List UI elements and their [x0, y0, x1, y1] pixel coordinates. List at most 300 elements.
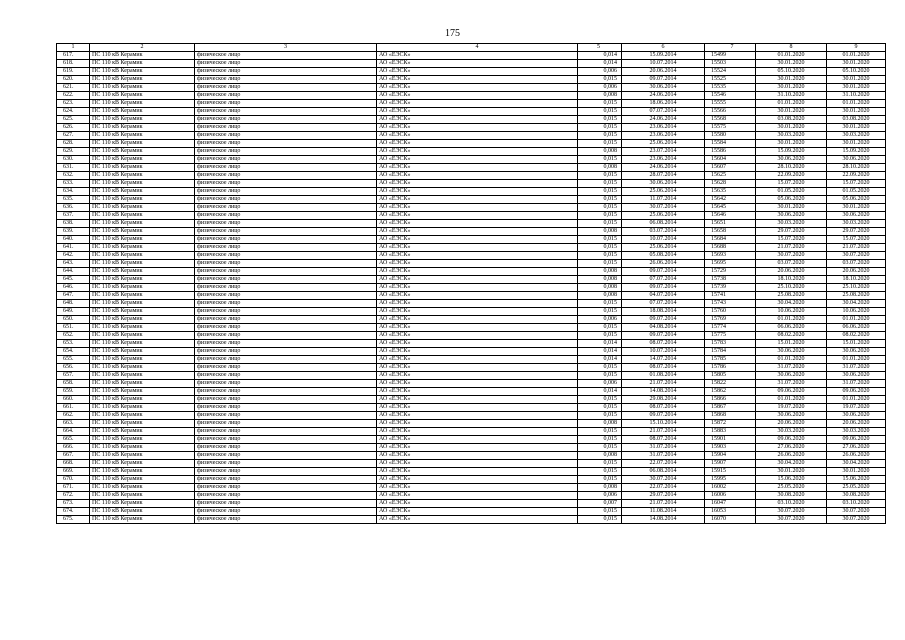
cell-grid-company: АО «ЕЭСК» — [377, 300, 578, 308]
cell-substation: ПС 110 кВ Керамик — [90, 68, 195, 76]
cell-capacity: 0,015 — [578, 324, 622, 332]
cell-applicant-type: физическое лицо — [195, 284, 377, 292]
cell-substation: ПС 110 кВ Керамик — [90, 348, 195, 356]
cell-contract-date: 30.07.2014 — [622, 476, 705, 484]
cell-capacity: 0,015 — [578, 460, 622, 468]
cell-contract-date: 07.07.2014 — [622, 276, 705, 284]
cell-capacity: 0,015 — [578, 132, 622, 140]
cell-contract-date: 29.08.2014 — [622, 396, 705, 404]
cell-row-number: 638. — [57, 220, 90, 228]
cell-contract-number: 15524 — [705, 68, 756, 76]
cell-contract-date: 14.07.2014 — [622, 356, 705, 364]
cell-grid-company: АО «ЕЭСК» — [377, 332, 578, 340]
cell-row-number: 672. — [57, 492, 90, 500]
cell-contract-number: 15783 — [705, 340, 756, 348]
cell-planned-date: 30.06.2020 — [756, 412, 827, 420]
cell-actual-date: 03.08.2020 — [827, 116, 886, 124]
cell-row-number: 642. — [57, 252, 90, 260]
cell-grid-company: АО «ЕЭСК» — [377, 268, 578, 276]
cell-substation: ПС 110 кВ Керамик — [90, 332, 195, 340]
cell-contract-date: 30.06.2014 — [622, 180, 705, 188]
cell-actual-date: 03.07.2020 — [827, 260, 886, 268]
column-number-row — [57, 44, 886, 52]
cell-actual-date: 26.06.2020 — [827, 452, 886, 460]
cell-substation: ПС 110 кВ Керамик — [90, 420, 195, 428]
cell-actual-date: 30.04.2020 — [827, 300, 886, 308]
cell-applicant-type: физическое лицо — [195, 308, 377, 316]
cell-applicant-type: физическое лицо — [195, 468, 377, 476]
cell-planned-date: 25.05.2020 — [756, 484, 827, 492]
cell-contract-number: 15575 — [705, 124, 756, 132]
cell-contract-date: 31.07.2014 — [622, 444, 705, 452]
cell-contract-number: 15903 — [705, 444, 756, 452]
cell-actual-date: 30.06.2020 — [827, 412, 886, 420]
cell-substation: ПС 110 кВ Керамик — [90, 404, 195, 412]
cell-contract-number: 15584 — [705, 140, 756, 148]
cell-contract-date: 07.07.2014 — [622, 108, 705, 116]
cell-applicant-type: физическое лицо — [195, 300, 377, 308]
cell-actual-date: 01.01.2020 — [827, 316, 886, 324]
cell-actual-date: 31.10.2020 — [827, 92, 886, 100]
cell-capacity: 0,006 — [578, 380, 622, 388]
table-row — [57, 60, 886, 68]
cell-grid-company: АО «ЕЭСК» — [377, 404, 578, 412]
cell-contract-number: 16006 — [705, 492, 756, 500]
cell-substation: ПС 110 кВ Керамик — [90, 476, 195, 484]
cell-applicant-type: физическое лицо — [195, 124, 377, 132]
cell-contract-number: 15769 — [705, 316, 756, 324]
cell-grid-company: АО «ЕЭСК» — [377, 116, 578, 124]
cell-row-number: 675. — [57, 516, 90, 524]
cell-planned-date: 15.01.2020 — [756, 340, 827, 348]
cell-substation: ПС 110 кВ Керамик — [90, 252, 195, 260]
cell-row-number: 627. — [57, 132, 90, 140]
cell-applicant-type: физическое лицо — [195, 276, 377, 284]
cell-actual-date: 01.05.2020 — [827, 188, 886, 196]
cell-substation: ПС 110 кВ Керамик — [90, 364, 195, 372]
cell-substation: ПС 110 кВ Керамик — [90, 324, 195, 332]
cell-substation: ПС 110 кВ Керамик — [90, 436, 195, 444]
table-row — [57, 220, 886, 228]
cell-capacity: 0,008 — [578, 228, 622, 236]
cell-capacity: 0,015 — [578, 236, 622, 244]
cell-planned-date: 15.09.2020 — [756, 148, 827, 156]
cell-grid-company: АО «ЕЭСК» — [377, 188, 578, 196]
cell-capacity: 0,015 — [578, 260, 622, 268]
column-header-5: 5 — [578, 44, 622, 52]
cell-contract-date: 09.07.2014 — [622, 268, 705, 276]
cell-substation: ПС 110 кВ Керамик — [90, 428, 195, 436]
cell-applicant-type: физическое лицо — [195, 156, 377, 164]
cell-applicant-type: физическое лицо — [195, 452, 377, 460]
cell-grid-company: АО «ЕЭСК» — [377, 132, 578, 140]
cell-contract-date: 08.07.2014 — [622, 436, 705, 444]
cell-contract-number: 15868 — [705, 412, 756, 420]
cell-planned-date: 15.07.2020 — [756, 180, 827, 188]
cell-actual-date: 31.07.2020 — [827, 364, 886, 372]
cell-contract-number: 15904 — [705, 452, 756, 460]
cell-grid-company: АО «ЕЭСК» — [377, 84, 578, 92]
cell-row-number: 631. — [57, 164, 90, 172]
cell-grid-company: АО «ЕЭСК» — [377, 388, 578, 396]
cell-contract-date: 22.07.2014 — [622, 460, 705, 468]
table-body — [57, 52, 886, 524]
cell-substation: ПС 110 кВ Керамик — [90, 196, 195, 204]
cell-planned-date: 30.03.2020 — [756, 220, 827, 228]
cell-substation: ПС 110 кВ Керамик — [90, 60, 195, 68]
cell-planned-date: 30.07.2020 — [756, 252, 827, 260]
cell-row-number: 620. — [57, 76, 90, 84]
cell-planned-date: 25.08.2020 — [756, 292, 827, 300]
cell-capacity: 0,014 — [578, 356, 622, 364]
cell-row-number: 625. — [57, 116, 90, 124]
cell-grid-company: АО «ЕЭСК» — [377, 124, 578, 132]
table-row — [57, 228, 886, 236]
cell-grid-company: АО «ЕЭСК» — [377, 108, 578, 116]
cell-substation: ПС 110 кВ Керамик — [90, 156, 195, 164]
cell-substation: ПС 110 кВ Керамик — [90, 188, 195, 196]
cell-row-number: 674. — [57, 508, 90, 516]
cell-contract-date: 11.07.2014 — [622, 196, 705, 204]
cell-applicant-type: физическое лицо — [195, 76, 377, 84]
table-row — [57, 396, 886, 404]
cell-capacity: 0,015 — [578, 372, 622, 380]
cell-contract-number: 15738 — [705, 276, 756, 284]
cell-contract-date: 24.06.2014 — [622, 116, 705, 124]
cell-row-number: 653. — [57, 340, 90, 348]
cell-capacity: 0,006 — [578, 316, 622, 324]
cell-substation: ПС 110 кВ Керамик — [90, 228, 195, 236]
cell-grid-company: АО «ЕЭСК» — [377, 468, 578, 476]
cell-capacity: 0,014 — [578, 60, 622, 68]
cell-planned-date: 15.07.2020 — [756, 236, 827, 244]
cell-row-number: 635. — [57, 196, 90, 204]
cell-actual-date: 30.06.2020 — [827, 348, 886, 356]
cell-substation: ПС 110 кВ Керамик — [90, 484, 195, 492]
cell-planned-date: 31.07.2020 — [756, 364, 827, 372]
cell-grid-company: АО «ЕЭСК» — [377, 428, 578, 436]
cell-row-number: 651. — [57, 324, 90, 332]
cell-actual-date: 03.10.2020 — [827, 500, 886, 508]
table-row — [57, 412, 886, 420]
table-row — [57, 292, 886, 300]
cell-contract-number: 15625 — [705, 172, 756, 180]
cell-capacity: 0,008 — [578, 420, 622, 428]
cell-planned-date: 15.06.2020 — [756, 476, 827, 484]
cell-contract-number: 15525 — [705, 76, 756, 84]
cell-contract-number: 15883 — [705, 428, 756, 436]
cell-planned-date: 30.01.2020 — [756, 84, 827, 92]
cell-capacity: 0,015 — [578, 180, 622, 188]
cell-actual-date: 01.01.2020 — [827, 356, 886, 364]
cell-row-number: 648. — [57, 300, 90, 308]
cell-capacity: 0,014 — [578, 348, 622, 356]
cell-actual-date: 25.08.2020 — [827, 292, 886, 300]
cell-applicant-type: физическое лицо — [195, 84, 377, 92]
cell-planned-date: 20.06.2020 — [756, 420, 827, 428]
cell-applicant-type: физическое лицо — [195, 372, 377, 380]
cell-planned-date: 09.06.2020 — [756, 436, 827, 444]
cell-row-number: 670. — [57, 476, 90, 484]
cell-substation: ПС 110 кВ Керамик — [90, 308, 195, 316]
column-header-9: 9 — [827, 44, 886, 52]
column-header-7: 7 — [705, 44, 756, 52]
cell-contract-number: 15535 — [705, 84, 756, 92]
cell-capacity: 0,015 — [578, 516, 622, 524]
cell-actual-date: 30.01.2020 — [827, 60, 886, 68]
cell-contract-date: 24.06.2014 — [622, 92, 705, 100]
cell-planned-date: 30.01.2020 — [756, 140, 827, 148]
cell-grid-company: АО «ЕЭСК» — [377, 172, 578, 180]
table-row — [57, 356, 886, 364]
cell-applicant-type: физическое лицо — [195, 212, 377, 220]
cell-row-number: 655. — [57, 356, 90, 364]
cell-planned-date: 01.01.2020 — [756, 396, 827, 404]
cell-contract-date: 25.06.2014 — [622, 212, 705, 220]
table-row — [57, 164, 886, 172]
cell-contract-number: 15739 — [705, 284, 756, 292]
cell-applicant-type: физическое лицо — [195, 364, 377, 372]
cell-substation: ПС 110 кВ Керамик — [90, 52, 195, 60]
cell-planned-date: 30.08.2020 — [756, 492, 827, 500]
cell-contract-date: 04.07.2014 — [622, 292, 705, 300]
cell-substation: ПС 110 кВ Керамик — [90, 108, 195, 116]
cell-planned-date: 30.07.2020 — [756, 516, 827, 524]
cell-actual-date: 20.06.2020 — [827, 268, 886, 276]
cell-planned-date: 01.01.2020 — [756, 356, 827, 364]
cell-contract-number: 15604 — [705, 156, 756, 164]
cell-contract-number: 15688 — [705, 244, 756, 252]
cell-actual-date: 10.06.2020 — [827, 308, 886, 316]
cell-capacity: 0,015 — [578, 100, 622, 108]
cell-row-number: 621. — [57, 84, 90, 92]
cell-grid-company: АО «ЕЭСК» — [377, 348, 578, 356]
cell-substation: ПС 110 кВ Керамик — [90, 340, 195, 348]
cell-planned-date: 03.10.2020 — [756, 500, 827, 508]
cell-applicant-type: физическое лицо — [195, 268, 377, 276]
cell-applicant-type: физическое лицо — [195, 140, 377, 148]
cell-substation: ПС 110 кВ Керамик — [90, 316, 195, 324]
cell-grid-company: АО «ЕЭСК» — [377, 492, 578, 500]
cell-row-number: 623. — [57, 100, 90, 108]
cell-capacity: 0,015 — [578, 244, 622, 252]
cell-contract-number: 15642 — [705, 196, 756, 204]
cell-row-number: 666. — [57, 444, 90, 452]
cell-applicant-type: физическое лицо — [195, 132, 377, 140]
table-row — [57, 300, 886, 308]
cell-applicant-type: физическое лицо — [195, 436, 377, 444]
cell-grid-company: АО «ЕЭСК» — [377, 252, 578, 260]
cell-applicant-type: физическое лицо — [195, 100, 377, 108]
cell-contract-date: 09.07.2014 — [622, 76, 705, 84]
cell-row-number: 622. — [57, 92, 90, 100]
table-row — [57, 196, 886, 204]
cell-planned-date: 30.03.2020 — [756, 132, 827, 140]
cell-grid-company: АО «ЕЭСК» — [377, 444, 578, 452]
cell-row-number: 619. — [57, 68, 90, 76]
cell-applicant-type: физическое лицо — [195, 348, 377, 356]
cell-planned-date: 05.10.2020 — [756, 68, 827, 76]
cell-capacity: 0,015 — [578, 140, 622, 148]
cell-contract-number: 15867 — [705, 404, 756, 412]
cell-applicant-type: физическое лицо — [195, 484, 377, 492]
cell-planned-date: 30.06.2020 — [756, 156, 827, 164]
cell-actual-date: 30.06.2020 — [827, 156, 886, 164]
cell-row-number: 660. — [57, 396, 90, 404]
cell-contract-number: 15635 — [705, 188, 756, 196]
cell-row-number: 629. — [57, 148, 90, 156]
cell-contract-date: 09.07.2014 — [622, 316, 705, 324]
cell-contract-date: 23.06.2014 — [622, 132, 705, 140]
cell-planned-date: 30.07.2020 — [756, 508, 827, 516]
cell-row-number: 669. — [57, 468, 90, 476]
cell-contract-date: 08.07.2014 — [622, 340, 705, 348]
cell-capacity: 0,008 — [578, 292, 622, 300]
cell-grid-company: АО «ЕЭСК» — [377, 100, 578, 108]
cell-applicant-type: физическое лицо — [195, 180, 377, 188]
cell-applicant-type: физическое лицо — [195, 196, 377, 204]
cell-planned-date: 01.01.2020 — [756, 100, 827, 108]
cell-actual-date: 30.06.2020 — [827, 212, 886, 220]
cell-contract-date: 09.07.2014 — [622, 332, 705, 340]
cell-actual-date: 01.01.2020 — [827, 100, 886, 108]
cell-grid-company: АО «ЕЭСК» — [377, 500, 578, 508]
column-header-8: 8 — [756, 44, 827, 52]
table-row — [57, 68, 886, 76]
table-row — [57, 236, 886, 244]
cell-contract-number: 15774 — [705, 324, 756, 332]
table-row — [57, 508, 886, 516]
cell-applicant-type: физическое лицо — [195, 404, 377, 412]
cell-applicant-type: физическое лицо — [195, 164, 377, 172]
cell-planned-date: 06.06.2020 — [756, 324, 827, 332]
cell-substation: ПС 110 кВ Керамик — [90, 284, 195, 292]
cell-grid-company: АО «ЕЭСК» — [377, 284, 578, 292]
cell-row-number: 641. — [57, 244, 90, 252]
cell-actual-date: 30.07.2020 — [827, 516, 886, 524]
cell-contract-number: 16053 — [705, 508, 756, 516]
cell-row-number: 662. — [57, 412, 90, 420]
cell-applicant-type: физическое лицо — [195, 52, 377, 60]
cell-substation: ПС 110 кВ Керамик — [90, 212, 195, 220]
cell-capacity: 0,015 — [578, 508, 622, 516]
cell-row-number: 632. — [57, 172, 90, 180]
cell-row-number: 630. — [57, 156, 90, 164]
table-row — [57, 92, 886, 100]
cell-actual-date: 30.01.2020 — [827, 204, 886, 212]
cell-capacity: 0,008 — [578, 452, 622, 460]
cell-planned-date: 08.02.2020 — [756, 332, 827, 340]
cell-row-number: 645. — [57, 276, 90, 284]
table-row — [57, 404, 886, 412]
cell-substation: ПС 110 кВ Керамик — [90, 412, 195, 420]
cell-capacity: 0,015 — [578, 428, 622, 436]
cell-grid-company: АО «ЕЭСК» — [377, 212, 578, 220]
cell-contract-number: 15741 — [705, 292, 756, 300]
cell-grid-company: АО «ЕЭСК» — [377, 180, 578, 188]
cell-actual-date: 09.06.2020 — [827, 436, 886, 444]
cell-grid-company: АО «ЕЭСК» — [377, 412, 578, 420]
cell-contract-date: 24.06.2014 — [622, 164, 705, 172]
cell-actual-date: 30.03.2020 — [827, 132, 886, 140]
table-row — [57, 380, 886, 388]
cell-contract-date: 08.07.2014 — [622, 364, 705, 372]
cell-row-number: 637. — [57, 212, 90, 220]
table-row — [57, 124, 886, 132]
cell-applicant-type: физическое лицо — [195, 68, 377, 76]
cell-substation: ПС 110 кВ Керамик — [90, 396, 195, 404]
cell-contract-date: 05.08.2014 — [622, 252, 705, 260]
cell-applicant-type: физическое лицо — [195, 60, 377, 68]
cell-row-number: 656. — [57, 364, 90, 372]
cell-capacity: 0,015 — [578, 404, 622, 412]
cell-capacity: 0,015 — [578, 172, 622, 180]
cell-contract-number: 15805 — [705, 372, 756, 380]
table-row — [57, 276, 886, 284]
cell-actual-date: 30.01.2020 — [827, 124, 886, 132]
cell-contract-date: 09.07.2014 — [622, 412, 705, 420]
table-row — [57, 308, 886, 316]
cell-substation: ПС 110 кВ Керамик — [90, 244, 195, 252]
cell-actual-date: 20.06.2020 — [827, 420, 886, 428]
cell-grid-company: АО «ЕЭСК» — [377, 292, 578, 300]
cell-contract-date: 18.06.2014 — [622, 100, 705, 108]
cell-applicant-type: физическое лицо — [195, 116, 377, 124]
column-header-1: 1 — [57, 44, 90, 52]
cell-capacity: 0,015 — [578, 76, 622, 84]
cell-contract-date: 14.08.2014 — [622, 516, 705, 524]
cell-row-number: 654. — [57, 348, 90, 356]
cell-capacity: 0,008 — [578, 148, 622, 156]
cell-applicant-type: физическое лицо — [195, 188, 377, 196]
cell-row-number: 628. — [57, 140, 90, 148]
table-row — [57, 180, 886, 188]
cell-actual-date: 21.07.2020 — [827, 244, 886, 252]
cell-substation: ПС 110 кВ Керамик — [90, 372, 195, 380]
cell-capacity: 0,015 — [578, 412, 622, 420]
cell-grid-company: АО «ЕЭСК» — [377, 148, 578, 156]
table-row — [57, 484, 886, 492]
cell-capacity: 0,008 — [578, 284, 622, 292]
cell-row-number: 633. — [57, 180, 90, 188]
cell-contract-number: 15907 — [705, 460, 756, 468]
cell-capacity: 0,015 — [578, 124, 622, 132]
cell-contract-date: 11.08.2014 — [622, 508, 705, 516]
cell-capacity: 0,014 — [578, 388, 622, 396]
cell-grid-company: АО «ЕЭСК» — [377, 460, 578, 468]
cell-row-number: 661. — [57, 404, 90, 412]
cell-capacity: 0,015 — [578, 116, 622, 124]
table-row — [57, 500, 886, 508]
cell-row-number: 646. — [57, 284, 90, 292]
cell-applicant-type: физическое лицо — [195, 516, 377, 524]
cell-grid-company: АО «ЕЭСК» — [377, 164, 578, 172]
cell-row-number: 650. — [57, 316, 90, 324]
cell-contract-number: 15995 — [705, 476, 756, 484]
cell-grid-company: АО «ЕЭСК» — [377, 436, 578, 444]
cell-contract-number: 15695 — [705, 260, 756, 268]
cell-applicant-type: физическое лицо — [195, 396, 377, 404]
cell-planned-date: 28.10.2020 — [756, 164, 827, 172]
cell-capacity: 0,015 — [578, 108, 622, 116]
cell-contract-number: 15568 — [705, 116, 756, 124]
cell-row-number: 640. — [57, 236, 90, 244]
cell-row-number: 671. — [57, 484, 90, 492]
cell-contract-number: 15499 — [705, 52, 756, 60]
cell-actual-date: 08.02.2020 — [827, 332, 886, 340]
cell-contract-date: 30.06.2014 — [622, 84, 705, 92]
cell-capacity: 0,008 — [578, 268, 622, 276]
